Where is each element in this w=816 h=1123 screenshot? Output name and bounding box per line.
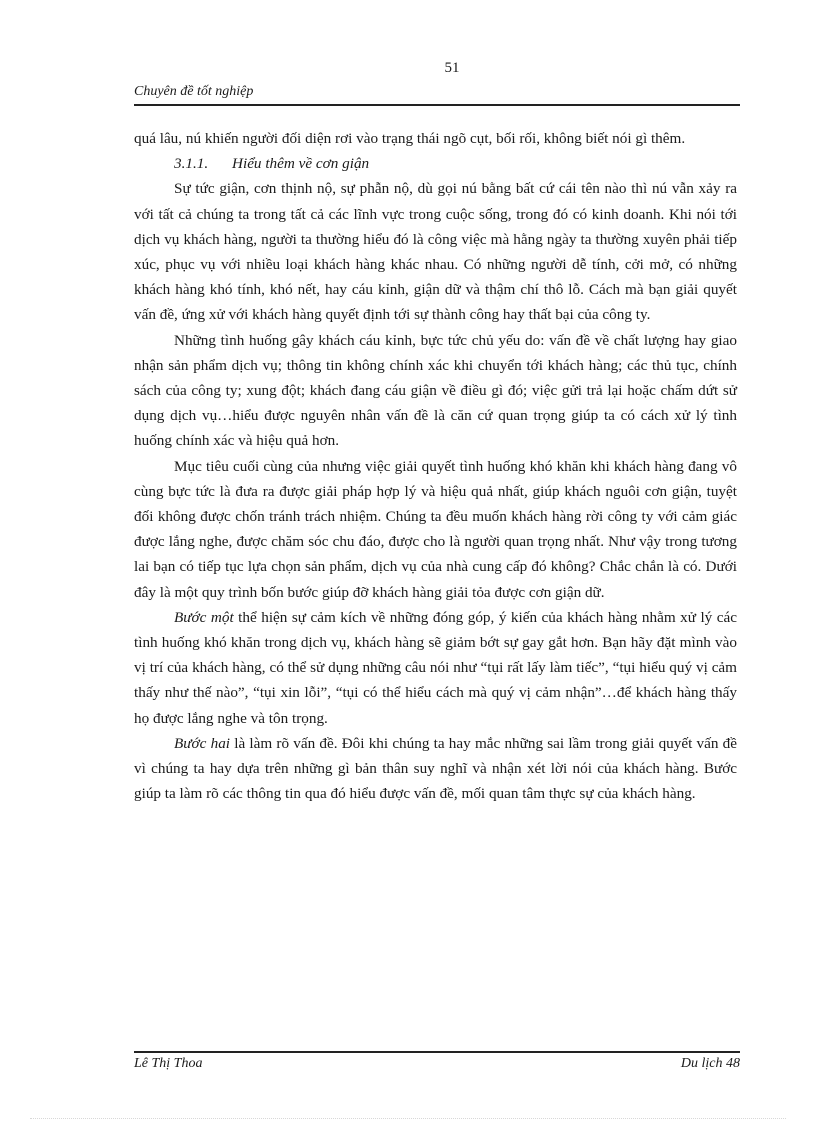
step-two-text: là làm rõ vấn đề. Đôi khi chúng ta hay mắc những sai lầm trong giải quyết vấn đề vì chúng ta hay dựa trên những gì bản thân suy nghĩ và nhận xét lời nói của khách hàng. Bước giúp ta làm rõ các thông tin qua đó hiểu được vấn đề, mối quan tâm thực sự của khách hàng. (134, 734, 737, 803)
page-number: 51 (444, 60, 460, 76)
paragraph-step-two (134, 731, 737, 807)
page-bottom-border (30, 1118, 786, 1119)
footer-class: Du lịch 48 (680, 1056, 740, 1071)
step-two-lead: Bước hai (174, 734, 231, 752)
footer-author: Lê Thị Thoa (134, 1056, 203, 1071)
intro-paragraph: quá lâu, nú khiến người đối diện rơi vào trạng thái ngõ cụt, bối rối, không biết nói gì thêm. (134, 130, 686, 147)
section-number: 3.1.1. (174, 155, 209, 173)
document-body (134, 126, 737, 806)
header-rule (134, 104, 740, 106)
section-heading (134, 151, 737, 176)
section-title: Hiểu thêm về cơn giận (232, 155, 370, 173)
header-title: Chuyên đề tốt nghiệp (134, 84, 254, 99)
step-one-lead: Bước một (174, 608, 234, 626)
paragraph-goal: Mục tiêu cuối cùng của nhưng việc giải quyết tình huống khó khăn khi khách hàng đang vô cùng bực tức là đưa ra được giải pháp hợp lý và hiệu quả nhất, giúp khách nguôi cơn giận, tuyệt đối không được chốn tránh trách nhiệm. Chúng ta đều muốn khách hàng rời công ty với cảm giác được lắng nghe, được chăm sóc chu đáo, được cho là người quan trọng nhất. Như vậy trong tương lai bạn có tiếp tục lựa chọn sản phẩm, dịch vụ của nhà cung cấp đó không? Chắc chắn là có. Dưới đây là một quy trình bốn bước giúp đỡ khách hàng giải tỏa được cơn giận dữ. (134, 457, 737, 601)
footer-rule (134, 1051, 740, 1053)
paragraph-situations: Những tình huống gây khách cáu kỉnh, bực tức chủ yếu do: vấn đề về chất lượng hay giao nhận sản phẩm dịch vụ; thông tin không chính xác khi chuyển tới khách hàng; các thủ tục, chính sách của công ty; xung đột; khách đang cáu giận về điều gì đó; việc gửi trả lại hoặc chấm dứt sử dụng dịch vụ…hiểu được nguyên nhân vấn đề là căn cứ quan trọng giúp ta có cách xử lý tình huống chính xác và hiệu quả hơn. (134, 331, 737, 450)
paragraph-step-one (134, 605, 737, 731)
paragraph-anger: Sự tức giận, cơn thịnh nộ, sự phẫn nộ, dù gọi nú bằng bất cứ cái tên nào thì nú vẫn xảy ra với tất cả chúng ta trong tất cả các lĩnh vực trong cuộc sống, trong đó có kinh doanh. Khi nói tới dịch vụ khách hàng, người ta thường hiểu đó là công việc mà hằng ngày ta thường xuyên phải tiếp xúc, phục vụ với nhiều loại khách hàng khác nhau. Có những người dễ tính, cởi mở, có những khách hàng khó tính, khó nết, hay cáu kỉnh, giận dữ và thậm chí thô lỗ. Cách mà bạn giải quyết vấn đề, ứng xử với khách hàng quyết định tới sự thành công hay thất bại của công ty. (134, 180, 737, 324)
step-one-text: thể hiện sự cảm kích về những đóng góp, ý kiến của khách hàng nhằm xử lý các tình huống khó khăn trong dịch vụ, khách hàng sẽ giảm bớt sự gay gắt hơn. Bạn hãy đặt mình vào vị trí của khách hàng, có thể sử dụng những câu nói như “tụi rất lấy làm tiếc”, “tụi hiểu quý vị cảm thấy như thế nào”, “tụi xin lỗi”, “tụi có thể hiểu cách mà quý vị cảm nhận”…để khách hàng thấy họ được lắng nghe và tôn trọng. (134, 608, 737, 727)
